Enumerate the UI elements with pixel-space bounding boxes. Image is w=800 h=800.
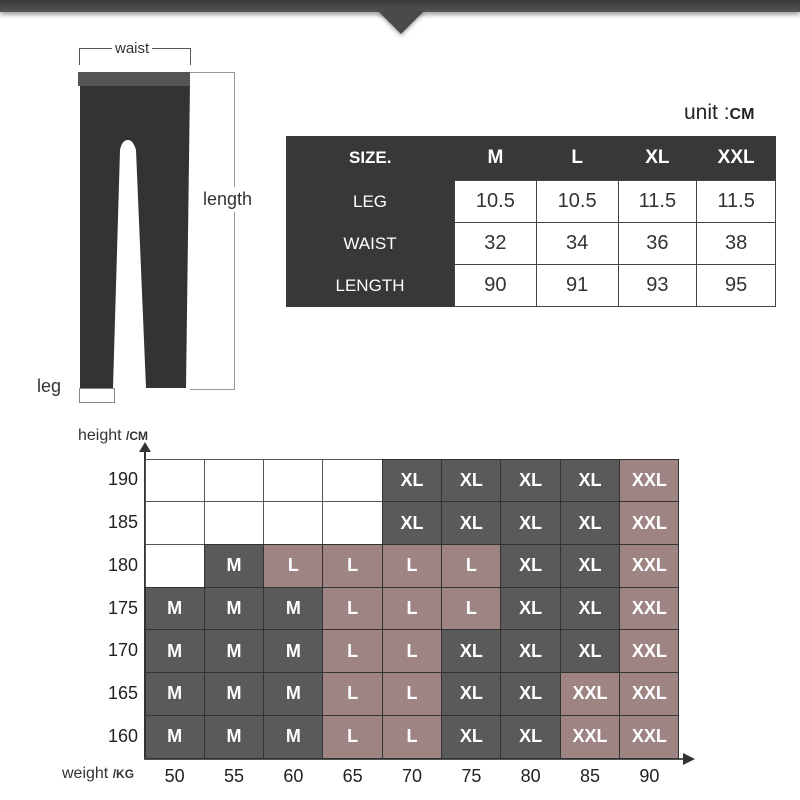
grid-cell: M: [263, 587, 323, 631]
grid-cell: M: [204, 544, 264, 588]
x-tick-label: 55: [223, 766, 245, 786]
grid-cell: XXL: [619, 672, 679, 716]
measurement-table: [286, 136, 776, 307]
size-grid: [145, 459, 679, 758]
grid-cell: XXL: [619, 459, 679, 503]
grid-cell: L: [263, 544, 323, 588]
grid-cell: M: [145, 587, 205, 631]
table-cell: 91: [536, 265, 618, 307]
table-cell: 95: [697, 265, 776, 307]
grid-cell: M: [263, 715, 323, 759]
grid-cell: XXL: [619, 501, 679, 545]
grid-cell: XL: [500, 501, 560, 545]
leg-label: leg: [37, 376, 62, 396]
y-tick-label: 165: [107, 682, 138, 703]
y-tick-label: 175: [107, 597, 138, 618]
y-tick-label: 190: [107, 469, 138, 490]
table-row: [286, 181, 776, 223]
grid-cell: M: [145, 629, 205, 673]
table-cell: 11.5: [618, 181, 697, 223]
table-cell: 11.5: [697, 181, 776, 223]
grid-cell: [145, 501, 205, 545]
leg-hem: [79, 388, 115, 403]
grid-cell: M: [145, 715, 205, 759]
grid-cell: L: [382, 672, 442, 716]
grid-cell: L: [382, 587, 442, 631]
y-tick-label: 160: [107, 725, 138, 746]
x-axis-label: weight /KG: [62, 765, 135, 782]
grid-cell: M: [204, 629, 264, 673]
grid-cell: [145, 459, 205, 503]
grid-cell: L: [322, 544, 382, 588]
grid-cell: XL: [441, 715, 501, 759]
grid-cell: XXL: [619, 629, 679, 673]
grid-cell: XL: [441, 459, 501, 503]
size-header: SIZE.: [348, 148, 392, 168]
grid-cell: L: [441, 587, 501, 631]
x-tick-label: 85: [579, 766, 601, 786]
row-label: WAIST: [343, 233, 397, 253]
pants-diagram: [0, 0, 280, 420]
grid-cell: L: [441, 544, 501, 588]
grid-cell: XXL: [560, 715, 620, 759]
size-col-header: XXL: [717, 147, 755, 168]
waist-label: waist: [112, 40, 152, 57]
table-cell: 90: [455, 265, 537, 307]
table-cell: 38: [697, 223, 776, 265]
grid-cell: L: [382, 544, 442, 588]
grid-cell: XXL: [619, 715, 679, 759]
table-row: [286, 223, 776, 265]
y-tick-label: 185: [107, 512, 138, 533]
grid-cell: L: [382, 715, 442, 759]
grid-cell: XL: [560, 629, 620, 673]
y-axis-label: height /CM: [78, 427, 149, 444]
size-col-header: L: [571, 147, 583, 168]
grid-cell: L: [322, 715, 382, 759]
grid-cell: [263, 501, 323, 545]
grid-cell: M: [263, 672, 323, 716]
grid-cell: XL: [441, 629, 501, 673]
grid-cell: XL: [441, 672, 501, 716]
grid-cell: XL: [560, 587, 620, 631]
table-cell: 36: [618, 223, 697, 265]
waistband: [78, 72, 190, 86]
grid-cell: L: [322, 629, 382, 673]
grid-cell: XXL: [619, 544, 679, 588]
y-tick-label: 170: [107, 640, 138, 661]
table-cell: 10.5: [455, 181, 537, 223]
x-tick-label: 60: [283, 766, 304, 786]
grid-cell: XL: [441, 501, 501, 545]
grid-cell: XL: [500, 715, 560, 759]
grid-cell: [204, 459, 264, 503]
table-cell: 93: [618, 265, 697, 307]
x-tick-label: 80: [520, 766, 541, 786]
x-tick-label: 75: [461, 766, 482, 786]
size-col-header: M: [487, 147, 504, 168]
grid-cell: XL: [382, 501, 442, 545]
unit-label: unit :CM: [684, 101, 755, 124]
grid-cell: XL: [500, 459, 560, 503]
grid-cell: L: [382, 629, 442, 673]
grid-cell: L: [322, 672, 382, 716]
grid-cell: M: [204, 587, 264, 631]
table-cell: 32: [455, 223, 537, 265]
grid-cell: M: [204, 715, 264, 759]
length-label: length: [203, 187, 252, 212]
x-tick-label: 70: [401, 766, 423, 786]
grid-cell: [204, 501, 264, 545]
row-label: LEG: [352, 191, 388, 211]
grid-cell: XL: [500, 629, 560, 673]
table-header-row: [286, 136, 776, 181]
x-tick-label: 90: [639, 766, 660, 786]
grid-cell: M: [204, 672, 264, 716]
y-tick-label: 180: [107, 554, 138, 575]
x-axis-arrow-icon: [683, 753, 695, 765]
grid-cell: XL: [500, 672, 560, 716]
grid-cell: L: [322, 587, 382, 631]
grid-cell: [263, 459, 323, 503]
grid-cell: [322, 459, 382, 503]
grid-cell: M: [263, 629, 323, 673]
grid-cell: XXL: [560, 672, 620, 716]
size-col-header: XL: [645, 147, 670, 168]
grid-cell: XL: [500, 544, 560, 588]
banner-notch-icon: [377, 10, 425, 34]
x-tick-label: 65: [342, 766, 363, 786]
grid-cell: XL: [560, 459, 620, 503]
grid-cell: XL: [382, 459, 442, 503]
grid-cell: XL: [560, 544, 620, 588]
table-row: [286, 265, 776, 307]
grid-cell: XL: [500, 587, 560, 631]
grid-cell: M: [145, 672, 205, 716]
table-cell: 10.5: [536, 181, 618, 223]
grid-cell: XL: [560, 501, 620, 545]
table-cell: 34: [536, 223, 618, 265]
x-tick-label: 50: [164, 766, 185, 786]
grid-cell: XXL: [619, 587, 679, 631]
grid-cell: [322, 501, 382, 545]
row-label: LENGTH: [335, 275, 405, 295]
grid-cell: [145, 544, 205, 588]
